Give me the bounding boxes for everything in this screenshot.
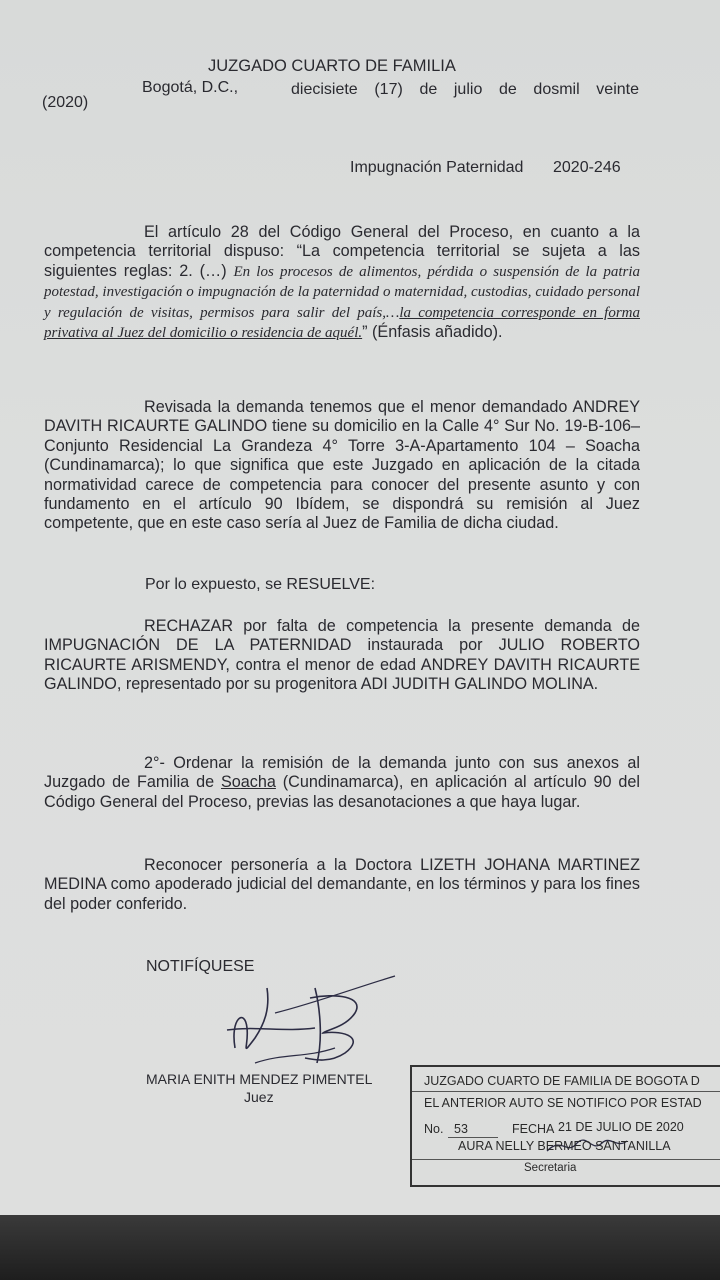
judge-title: Juez <box>244 1089 274 1105</box>
judge-signature <box>215 968 415 1078</box>
resuelve-heading: Por lo expuesto, se RESUELVE: <box>145 576 376 593</box>
stamp-no-label: No. <box>424 1122 444 1136</box>
paragraph-facts: Revisada la demanda tenemos que el menor demandado ANDREY DAVITH RICAURTE GALINDO tiene su domicilio en la Calle 4° Sur No. 19-B-106– Conjunto Residencial La Grandeza 4° Torre 3-A-Apartamento 104 – Soacha (Cundinamarca); lo que significa que este Juzgado en aplicación de la citada normatividad carece de competencia para conocer del presente asunto y con fundamento en el artículo 90 Ibídem, se dispondrá su remisión al Juez competente, que en este caso sería al Juez de Familia de dicha ciudad. <box>44 398 640 533</box>
paragraph-decision-1: RECHAZAR por falta de competencia la presente demanda de IMPUGNACIÓN DE LA PATERNIDAD instaurada por JULIO ROBERTO RICAURTE ARISMENDY, contra el menor de edad ANDREY DAVITH RICAURTE GALINDO, representado por su progenitora ADI JUDITH GALINDO MOLINA. <box>44 617 640 694</box>
court-name: JUZGADO CUARTO DE FAMILIA <box>208 57 456 75</box>
case-number: 2020-246 <box>553 159 621 176</box>
stamp-secretary-title: Secretaria <box>524 1162 577 1174</box>
date-year: (2020) <box>42 94 89 111</box>
city: Bogotá, D.C., <box>142 79 239 96</box>
stamp-secretary: AURA NELLY BERMEO SANTANILLA <box>458 1139 671 1153</box>
soacha-underlined: Soacha <box>220 773 276 792</box>
stamp-court: JUZGADO CUARTO DE FAMILIA DE BOGOTA D <box>424 1074 700 1088</box>
stamp-fecha-value: 21 DE JULIO DE 2020 <box>558 1120 684 1134</box>
stamp-no-value: 53 <box>454 1122 468 1136</box>
stamp-notice: EL ANTERIOR AUTO SE NOTIFICO POR ESTAD <box>424 1096 702 1110</box>
stamp-fecha-label: FECHA <box>512 1122 555 1136</box>
paragraph-decision-2: 2°- Ordenar la remisión de la demanda junto con sus anexos al Juzgado de Familia de Soacha (Cundinamarca), en aplicación al artículo 90 del Código General del Proceso, previas las desanotaciones a que haya lugar. <box>44 754 641 811</box>
emphasis-underlined: la competencia corresponde en forma privativa al Juez del domicilio o residencia de aquél. <box>44 304 640 342</box>
judge-name: MARIA ENITH MENDEZ PIMENTEL <box>146 1071 373 1087</box>
notifiquese: NOTIFÍQUESE <box>146 958 255 975</box>
notification-stamp <box>410 1065 720 1187</box>
paragraph-decision-3: Reconocer personería a la Doctora LIZETH JOHANA MARTINEZ MEDINA como apoderado judicial del demandante, en los términos y para los fines del poder conferido. <box>44 856 640 913</box>
background-surface <box>0 1215 720 1280</box>
paragraph-legal-basis: El artículo 28 del Código General del Proceso, en cuanto a la competencia territorial dispuso: “La competencia territorial se sujeta a las siguientes reglas: 2. (…) En los procesos de alimentos, pérdida o suspensión de la patria potestad, investigación o impugnación de la paternidad o maternidad, custodias, cuidado personal y regulación de visitas, permisos para salir del país,…la competencia corresponde en forma privativa al Juez del domicilio o residencia de aquél.” (Énfasis añadido). <box>44 223 640 342</box>
case-type: Impugnación Paternidad <box>350 159 524 176</box>
date-words: diecisiete (17) de julio de dosmil veinte <box>291 81 639 98</box>
